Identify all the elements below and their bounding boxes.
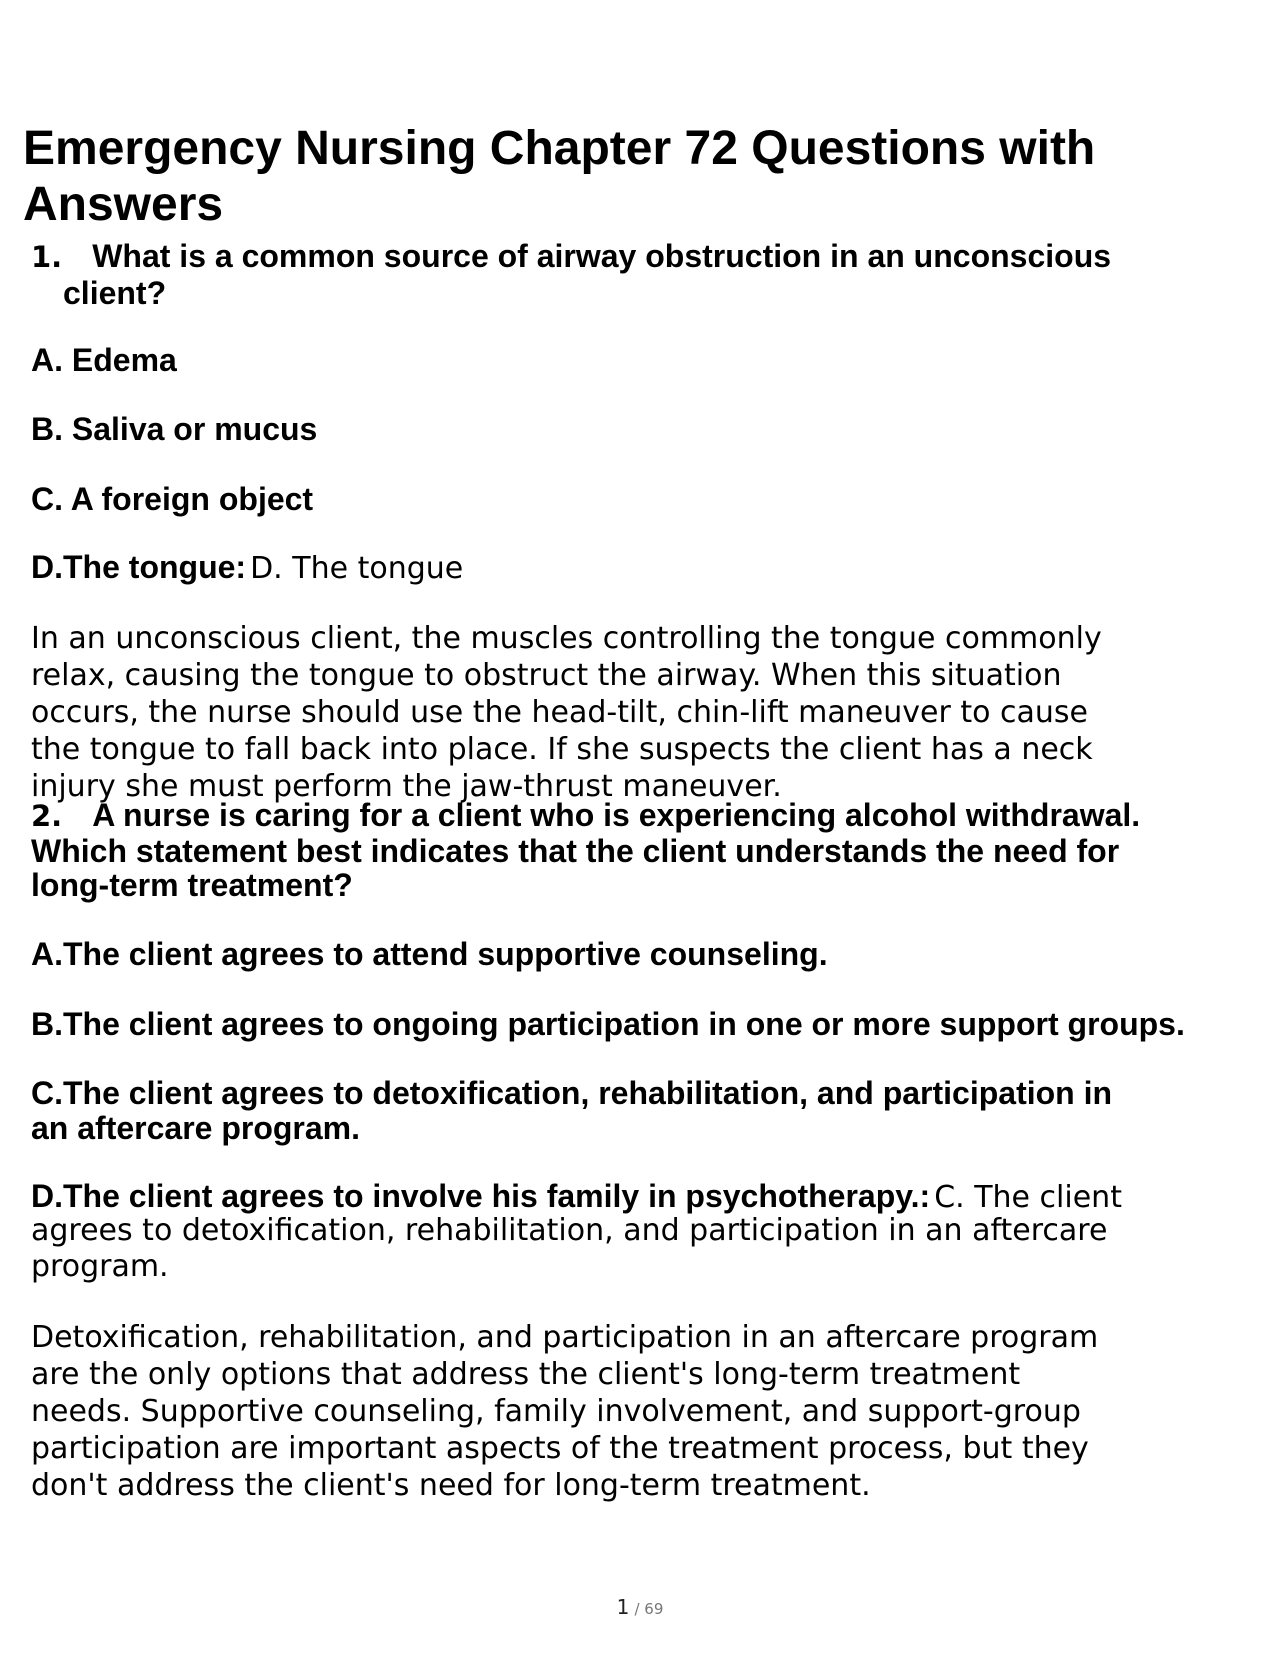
page-title: Emergency Nursing Chapter 72 Questions with Answers: [23, 122, 1096, 231]
option-text: Saliva or mucus: [71, 411, 318, 447]
page-indicator: [0, 1595, 1280, 1619]
question-number: 1.: [31, 240, 63, 274]
option-letter: B.: [31, 1006, 63, 1042]
option-letter: D.: [31, 549, 63, 585]
option-text: The client agrees to attend supportive counseling.: [63, 936, 828, 972]
explanation-line: participation are important aspects of the treatment process, but they: [31, 1431, 1089, 1466]
question-text: A nurse is caring for a client who is experiencing alcohol withdrawal.: [92, 797, 1141, 833]
explanation-line: the tongue to fall back into place. If she suspects the client has a neck: [31, 732, 1093, 767]
option-d: [31, 549, 463, 586]
option-a: [31, 342, 177, 379]
answer-text: D. The tongue: [250, 551, 464, 586]
option-text: The client agrees to ongoing participation in one or more support groups.: [63, 1006, 1185, 1042]
option-c: [31, 1075, 1112, 1112]
question-text: What is a common source of airway obstruction in an unconscious: [92, 238, 1112, 274]
option-text: The tongue:: [63, 549, 247, 585]
option-text: The client agrees to involve his family in psychotherapy.:: [63, 1178, 931, 1214]
option-c-continued: an aftercare program.: [31, 1110, 361, 1146]
current-page-number: 1: [616, 1595, 630, 1619]
question-text-continued: long-term treatment?: [31, 867, 353, 903]
option-letter: C.: [31, 481, 63, 517]
explanation-line: don't address the client's need for long-term treatment.: [31, 1468, 871, 1503]
option-text: Edema: [71, 342, 177, 378]
question-number: 2.: [31, 799, 63, 833]
option-a: [31, 936, 828, 973]
option-c: [31, 481, 313, 518]
explanation-line: are the only options that address the client's long-term treatment: [31, 1357, 1021, 1392]
answer-text-continued: program.: [31, 1249, 169, 1284]
explanation-line: relax, causing the tongue to obstruct the airway. When this situation: [31, 658, 1062, 693]
explanation-line: In an unconscious client, the muscles controlling the tongue commonly: [31, 621, 1102, 656]
option-letter: B.: [31, 411, 63, 447]
explanation-line: Detoxification, rehabilitation, and participation in an aftercare program: [31, 1320, 1099, 1355]
question-text-continued: Which statement best indicates that the client understands the need for: [31, 833, 1120, 869]
explanation-line: occurs, the nurse should use the head-tilt, chin-lift maneuver to cause: [31, 695, 1088, 730]
question-text-continued: client?: [63, 275, 167, 311]
option-b: [31, 1006, 1185, 1043]
question-2-line-1: [31, 797, 1140, 834]
option-text: The client agrees to detoxification, rehabilitation, and participation in: [63, 1075, 1113, 1111]
total-pages: / 69: [634, 1600, 664, 1618]
answer-text-continued: agrees to detoxification, rehabilitation, and participation in an aftercare: [31, 1213, 1108, 1248]
explanation: [31, 620, 1102, 805]
option-b: [31, 411, 317, 448]
option-letter: A.: [31, 936, 63, 972]
question-1-line-1: [31, 238, 1111, 275]
option-d: [31, 1178, 1122, 1215]
option-letter: C.: [31, 1075, 63, 1111]
explanation-line: needs. Supportive counseling, family involvement, and support-group: [31, 1394, 1081, 1429]
answer-text: C. The client: [934, 1180, 1122, 1215]
explanation-line: injury she must perform the jaw-thrust maneuver.: [31, 769, 782, 804]
option-letter: D.: [31, 1178, 63, 1214]
option-text: A foreign object: [70, 481, 314, 517]
explanation: [31, 1319, 1098, 1504]
option-letter: A.: [31, 342, 63, 378]
